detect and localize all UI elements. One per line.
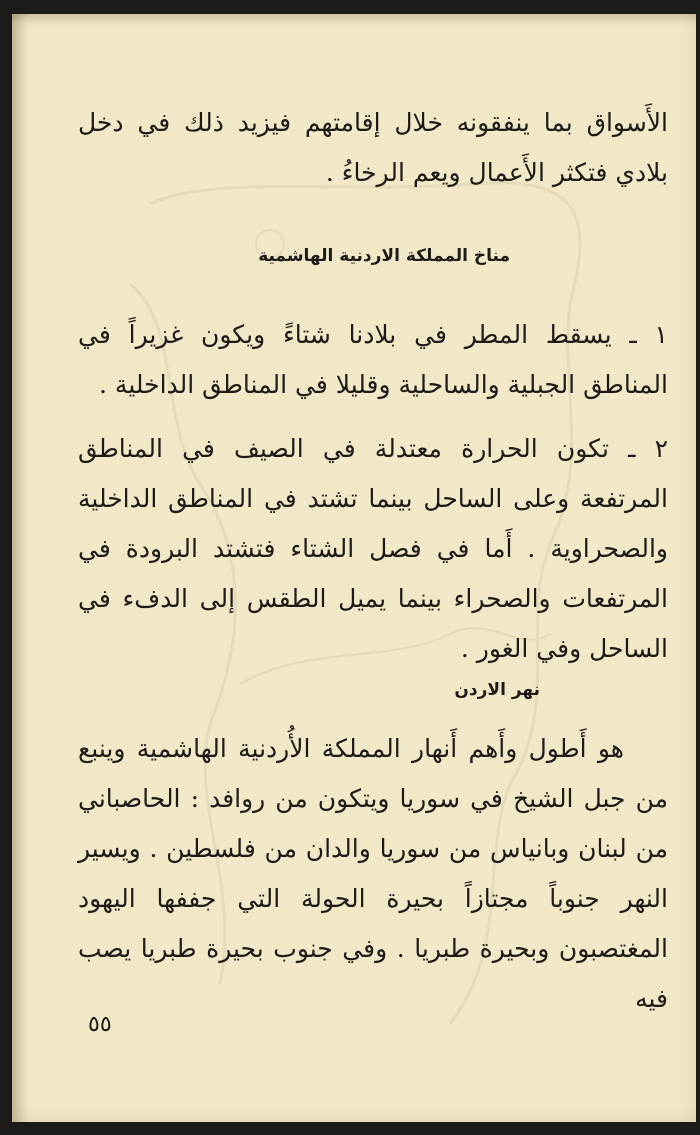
climate-heading: مناخ المملكة الاردنية الهاشمية <box>258 246 510 266</box>
river-paragraph <box>78 724 668 1024</box>
page-number: ٥٥ <box>88 1012 112 1037</box>
climate-item-2 <box>78 424 668 674</box>
river-heading: نهر الاردن <box>454 680 540 700</box>
intro-text: الأَسواق بما ينفقونه خلال إقامتهم فيزيد ذلك في دخل بلادي فتكثر الأَعمال ويعم الرخاءُ . <box>78 108 668 187</box>
climate-item-2-number: ٢ ـ <box>628 434 668 463</box>
page-top-shadow <box>12 14 696 24</box>
climate-item-2-text: تكون الحرارة معتدلة في الصيف في المناطق المرتفعة وعلى الساحل بينما تشتد في المناطق الداخلية والصحراوية . أَما في فصل الشتاء فتشتد البرودة في المرتفعات والصحراء بينما يميل الطقس إلى الدفء في الساحل وفي الغور . <box>78 434 668 663</box>
book-page <box>12 14 696 1122</box>
page-edge-shadow <box>12 14 28 1122</box>
climate-item-1-text: يسقط المطر في بلادنا شتاءً ويكون غزيراً في المناطق الجبلية والساحلية وقليلا في المناطق الداخلية . <box>78 320 668 399</box>
climate-item-1 <box>78 310 668 410</box>
climate-item-1-number: ١ ـ <box>629 320 668 349</box>
intro-paragraph <box>78 98 668 198</box>
river-text: هو أَطول وأَهم أَنهار المملكة الأُردنية الهاشمية وينبع من جبل الشيخ في سوريا ويتكون من روافد : الحاصباني من لبنان وبانياس من سوريا والدان من فلسطين . ويسير النهر جنوباً مجتازاً بحيرة الحولة التي جففها اليهود المغتصبون وبحيرة طبريا . وفي جنوب بحيرة طبريا يصب فيه <box>78 734 668 1013</box>
